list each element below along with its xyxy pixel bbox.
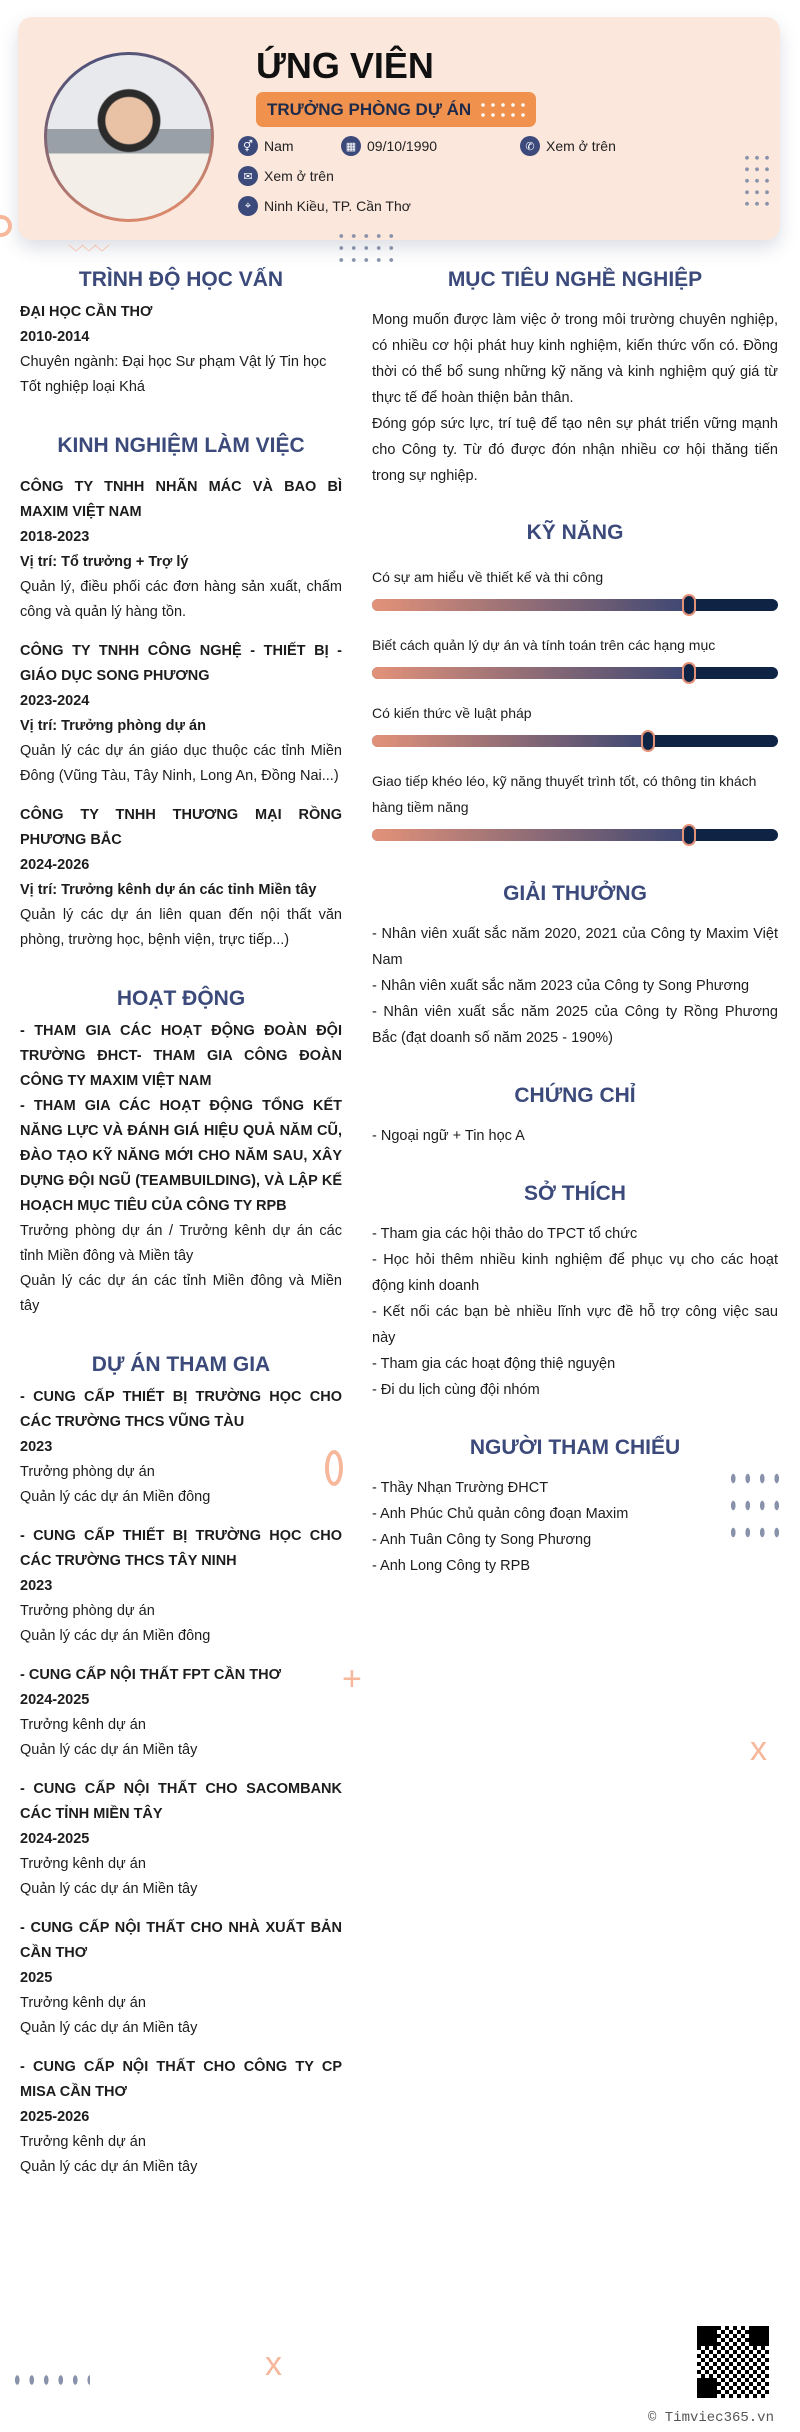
decor-x: x xyxy=(265,2345,282,2383)
section-heading: CHỨNG CHỈ xyxy=(514,1084,636,1107)
project-desc: Quản lý các dự án Miền tây xyxy=(20,1881,198,1897)
experience-position: Vị trí: Trưởng phòng dự án xyxy=(20,718,206,734)
candidate-name: ỨNG VIÊN xyxy=(256,45,434,86)
project-name: - CUNG CẤP NỘI THẤT CHO NHÀ XUẤT BẢN CẦN THƠ xyxy=(20,1920,342,1961)
experience-years: 2023-2024 xyxy=(20,693,90,709)
section-heading: GIẢI THƯỞNG xyxy=(503,882,647,905)
left-column xyxy=(20,265,342,2180)
skill-bar-fill xyxy=(372,667,689,679)
skill-bar-handle xyxy=(682,594,696,616)
project-desc: Quản lý các dự án Miền đông xyxy=(20,1628,211,1644)
project-item xyxy=(20,1524,342,1649)
skill-label: Có sự am hiểu về thiết kế và thi công xyxy=(372,569,604,585)
decor-plus: + xyxy=(342,1660,362,1698)
email-row: ✉ Xem ở trên xyxy=(238,166,334,186)
experience-years: 2024-2026 xyxy=(20,857,90,873)
project-desc: Quản lý các dự án Miền tây xyxy=(20,2159,198,2175)
gender-row: ⚥ Nam xyxy=(238,136,294,156)
decor-circle xyxy=(0,215,12,237)
company-name: CÔNG TY TNHH NHÃN MÁC VÀ BAO BÌ MAXIM VIỆT NAM xyxy=(20,479,342,520)
award-item: - Nhân viên xuất sắc năm 2025 của Công ty Rồng Phương Bắc (đạt doanh số năm 2025 - 190%) xyxy=(372,1004,778,1046)
decor-zigzag: ﹀﹀﹀ xyxy=(68,245,108,262)
copyright: © Timviec365.vn xyxy=(647,2410,774,2426)
education-section xyxy=(20,265,342,400)
section-heading: SỞ THÍCH xyxy=(524,1182,626,1205)
reference-item: - Anh Long Công ty RPB xyxy=(372,1558,530,1574)
project-name: - CUNG CẤP NỘI THẤT CHO SACOMBANK CÁC TỈNH MIỀN TÂY xyxy=(20,1781,342,1822)
experience-item xyxy=(20,475,342,625)
experience-position: Vị trí: Trưởng kênh dự án các tỉnh Miền tây xyxy=(20,882,317,898)
phone-icon: ✆ xyxy=(520,136,540,156)
activity-role: Trưởng phòng dự án / Trưởng kênh dự án các tỉnh Miền đông và Miền tây xyxy=(20,1223,342,1264)
skill-bar xyxy=(372,735,778,747)
skills-section xyxy=(372,518,778,841)
decor-x: x xyxy=(750,1730,767,1768)
job-title-badge xyxy=(256,92,536,127)
skill-label: Giao tiếp khéo léo, kỹ năng thuyết trình tốt, có thông tin khách hàng tiềm năng xyxy=(372,773,757,815)
activities-section xyxy=(20,984,342,1319)
skill-bar-handle xyxy=(641,730,655,752)
experience-years: 2018-2023 xyxy=(20,529,90,545)
objective-text: Đóng góp sức lực, trí tuệ để tạo nên sự phát triển vững mạnh cho Công ty. Từ đó được đón nhận nhiều cơ hội thăng tiến trong sự nghiệp. xyxy=(372,416,778,484)
project-role: Trưởng kênh dự án xyxy=(20,2134,146,2150)
avatar xyxy=(44,52,214,222)
skill-bar xyxy=(372,667,778,679)
project-item xyxy=(20,1916,342,2041)
skill-label: Biết cách quản lý dự án và tính toán trên các hạng mục xyxy=(372,637,716,653)
project-name: - CUNG CẤP THIẾT BỊ TRƯỜNG HỌC CHO CÁC TRƯỜNG THCS VŨNG TÀU xyxy=(20,1389,342,1430)
activity-title: - THAM GIA CÁC HOẠT ĐỘNG ĐOÀN ĐỘI TRƯỜNG ĐHCT- THAM GIA CÔNG ĐOÀN CÔNG TY MAXIM VIỆT NAM xyxy=(20,1023,342,1089)
project-item xyxy=(20,2055,342,2180)
hobby-item: - Tham gia các hội thảo do TPCT tổ chức xyxy=(372,1226,638,1242)
project-desc: Quản lý các dự án Miền tây xyxy=(20,1742,198,1758)
project-role: Trưởng phòng dự án xyxy=(20,1464,155,1480)
section-heading: NGƯỜI THAM CHIẾU xyxy=(469,1436,681,1459)
project-desc: Quản lý các dự án Miền đông xyxy=(20,1489,211,1505)
reference-item: - Thầy Nhạn Trường ĐHCT xyxy=(372,1480,549,1496)
dob-row: ▦ 09/10/1990 xyxy=(341,136,437,156)
phone-row: ✆ Xem ở trên xyxy=(520,136,616,156)
skill-bar xyxy=(372,829,778,841)
reference-item: - Anh Phúc Chủ quản công đoạn Maxim xyxy=(372,1506,629,1522)
address-row: ⌖ Ninh Kiều, TP. Cần Thơ xyxy=(238,196,411,216)
education-years: 2010-2014 xyxy=(20,329,90,345)
gender-icon: ⚥ xyxy=(238,136,258,156)
project-years: 2025 xyxy=(20,1970,53,1986)
objective-text: Mong muốn được làm việc ở trong môi trường chuyên nghiệp, có nhiều cơ hội phát huy kinh nghiệm, kiến thức vốn có. Đồng thời có thể bổ sung những kỹ năng và kinh nghiệm quý giá từ thực tế để hoàn thiện bản thân. xyxy=(372,312,778,406)
project-role: Trưởng kênh dự án xyxy=(20,1995,146,2011)
skill-bar-handle xyxy=(682,824,696,846)
project-years: 2024-2025 xyxy=(20,1692,90,1708)
award-item: - Nhân viên xuất sắc năm 2023 của Công ty Song Phương xyxy=(372,978,750,994)
project-years: 2025-2026 xyxy=(20,2109,90,2125)
section-heading: MỤC TIÊU NGHỀ NGHIỆP xyxy=(447,268,703,291)
activity-title: - THAM GIA CÁC HOẠT ĐỘNG TỔNG KẾT NĂNG LỰC VÀ ĐÁNH GIÁ HIỆU QUẢ NĂM CŨ, ĐÀO TẠO KỸ NĂNG MỚI CHO NĂM SAU, XÂY DỰNG ĐỘI NGŨ (TEAMBUILDING), VÀ LẬP KẾ HOẠCH MỤC TIÊU CỦA CÔNG TY RPB xyxy=(20,1098,342,1214)
hobby-item: - Kết nối các bạn bè nhiều lĩnh vực đề hỗ trợ công việc sau này xyxy=(372,1304,778,1346)
calendar-icon: ▦ xyxy=(341,136,361,156)
objective-section xyxy=(372,265,778,489)
company-name: CÔNG TY TNHH THƯƠNG MẠI RỒNG PHƯƠNG BẮC xyxy=(20,807,342,848)
references-section xyxy=(372,1433,778,1579)
project-name: - CUNG CẤP NỘI THẤT FPT CẦN THƠ xyxy=(20,1667,282,1683)
project-name: - CUNG CẤP THIẾT BỊ TRƯỜNG HỌC CHO CÁC TRƯỜNG THCS TÂY NINH xyxy=(20,1528,342,1569)
certificate-item: - Ngoại ngữ + Tin học A xyxy=(372,1128,525,1144)
hobby-item: - Đi du lịch cùng đội nhóm xyxy=(372,1382,540,1398)
experience-desc: Quản lý các dự án liên quan đến nội thất văn phòng, trường học, bệnh viện, trực tiếp...) xyxy=(20,907,342,948)
qr-code xyxy=(697,2326,769,2398)
project-years: 2023 xyxy=(20,1439,53,1455)
section-heading: KỸ NĂNG xyxy=(526,521,624,544)
skill-bar-fill xyxy=(372,829,689,841)
project-item xyxy=(20,1663,342,1763)
skill-bar-handle xyxy=(682,662,696,684)
project-item xyxy=(20,1777,342,1902)
experience-item xyxy=(20,803,342,953)
school-name: ĐẠI HỌC CẦN THƠ xyxy=(20,304,153,320)
skill-bar-fill xyxy=(372,599,689,611)
decor-dots xyxy=(335,230,397,266)
education-major: Chuyên ngành: Đại học Sư phạm Vật lý Tin học xyxy=(20,354,327,370)
hobbies-section xyxy=(372,1179,778,1403)
awards-section xyxy=(372,879,778,1051)
experience-section xyxy=(20,431,342,953)
skill-bar-fill xyxy=(372,735,648,747)
project-role: Trưởng kênh dự án xyxy=(20,1717,146,1733)
mail-icon: ✉ xyxy=(238,166,258,186)
decor-dots xyxy=(10,2365,90,2395)
skill-label: Có kiến thức về luật pháp xyxy=(372,705,532,721)
section-heading: KINH NGHIỆM LÀM VIỆC xyxy=(57,434,305,457)
experience-position: Vị trí: Tổ trưởng + Trợ lý xyxy=(20,554,189,570)
education-grade: Tốt nghiệp loại Khá xyxy=(20,379,145,395)
section-heading: DỰ ÁN THAM GIA xyxy=(91,1353,271,1376)
company-name: CÔNG TY TNHH CÔNG NGHỆ - THIẾT BỊ - GIÁO DỤC SONG PHƯƠNG xyxy=(20,643,342,684)
section-heading: HOẠT ĐỘNG xyxy=(116,987,246,1010)
experience-item xyxy=(20,639,342,789)
job-title: TRƯỞNG PHÒNG DỰ ÁN xyxy=(267,100,472,119)
experience-desc: Quản lý, điều phối các đơn hàng sản xuất, chấm công và quản lý hàng tồn. xyxy=(20,579,342,620)
decor-dots xyxy=(742,152,772,208)
project-item xyxy=(20,1385,342,1510)
project-role: Trưởng phòng dự án xyxy=(20,1603,155,1619)
project-years: 2024-2025 xyxy=(20,1831,90,1847)
skill-bar xyxy=(372,599,778,611)
reference-item: - Anh Tuân Công ty Song Phương xyxy=(372,1532,592,1548)
hobby-item: - Tham gia các hoạt động thiệ nguyện xyxy=(372,1356,616,1372)
project-role: Trưởng kênh dự án xyxy=(20,1856,146,1872)
project-years: 2023 xyxy=(20,1578,53,1594)
location-pin-icon: ⌖ xyxy=(238,196,258,216)
right-column xyxy=(372,265,778,1579)
experience-desc: Quản lý các dự án giáo dục thuộc các tỉnh Miền Đông (Vũng Tàu, Tây Ninh, Long An, Đồng Nai...) xyxy=(20,743,342,784)
certificates-section xyxy=(372,1081,778,1149)
award-item: - Nhân viên xuất sắc năm 2020, 2021 của Công ty Maxim Việt Nam xyxy=(372,926,778,968)
projects-section xyxy=(20,1350,342,2180)
project-name: - CUNG CẤP NỘI THẤT CHO CÔNG TY CP MISA CẦN THƠ xyxy=(20,2059,342,2100)
hobby-item: - Học hỏi thêm nhiều kinh nghiệm để phục vụ cho các hoạt động kinh doanh xyxy=(372,1252,778,1294)
project-desc: Quản lý các dự án Miền tây xyxy=(20,2020,198,2036)
section-heading: TRÌNH ĐỘ HỌC VẤN xyxy=(78,268,284,291)
activity-desc: Quản lý các dự án các tỉnh Miền đông và Miền tây xyxy=(20,1273,342,1314)
